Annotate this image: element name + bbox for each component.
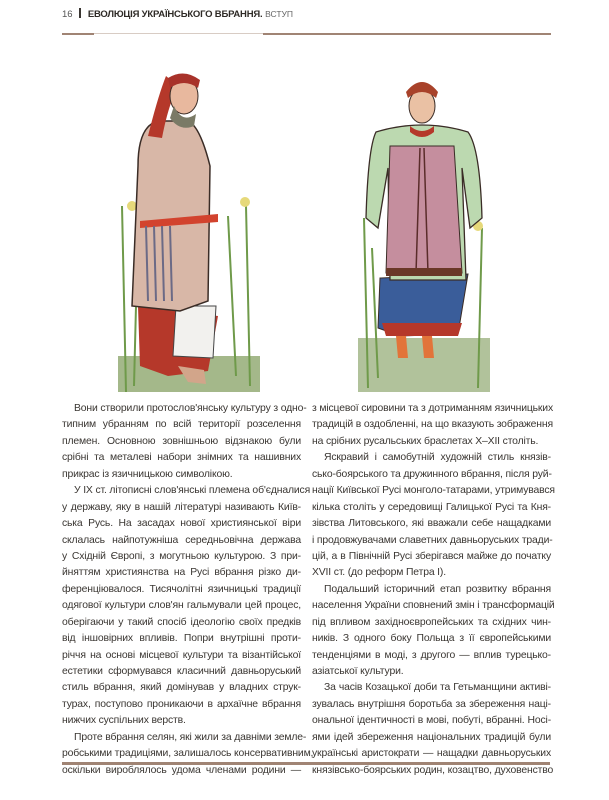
paragraph: [62, 483, 311, 730]
text-line: срібні та металеві набори знімних та нашивних: [62, 452, 301, 464]
text-line: Проте вбрання селян, які жили за давніми земле-: [74, 731, 307, 743]
text-line: За часів Козацької доби та Гетьманщини активі-: [324, 682, 551, 694]
header-separator: [79, 8, 81, 18]
text-line: тенденціями в моді, з другого — вплив турецько-: [312, 649, 551, 661]
chapter-title: ЕВОЛЮЦІЯ УКРАЇНСЬКОГО ВБРАННЯ.: [87, 9, 263, 20]
section-title: ВСТУП: [265, 9, 294, 19]
text-line: нижчих суспільних верств.: [62, 715, 186, 727]
text-line: українські аристократи — нащадки давньоруських: [312, 748, 551, 760]
text-line: від іншовірних впливів. Попри внутрішні проти-: [62, 633, 301, 645]
running-header: [62, 8, 293, 20]
text-line: племен. Основною зовнішньою відзнакою були: [62, 435, 301, 447]
text-line: ями ідей збереження національних традицій були: [312, 731, 551, 743]
text-line: ська Русь. На засадах нової християнської віри: [62, 518, 301, 530]
text-line: зівства Литовського, які вважали себе нащадками: [312, 518, 551, 530]
text-line: одягової культури слов'ян гальмували цей процес,: [62, 600, 301, 612]
paragraph: [312, 401, 554, 450]
text-line: стиль вбрання, який домінував у владних струк-: [62, 682, 301, 694]
text-line: ників. З одного боку Польща з її європейськими: [312, 633, 551, 645]
text-line: ональної ідентичності в мові, побуті, вбранні. Носі-: [312, 715, 551, 727]
text-line: у Східній Європі, з могутньою культурою. З при-: [62, 550, 301, 562]
text-line: ференціювалося. Тисячолітні язичницькі традиції: [62, 583, 301, 595]
header-rule-left: [62, 33, 94, 35]
paragraph: [312, 450, 555, 582]
text-line: на срібних русальських браслетах X–XII століть.: [312, 435, 539, 447]
paragraph: [62, 730, 314, 779]
text-column-left: [62, 401, 314, 779]
text-line: і продовжувачами славетних давньоруських тради-: [312, 534, 553, 546]
illustration-embroidered-woman-right: [358, 68, 490, 392]
text-line: традицій в оздобленні, на що вказують зображення: [312, 419, 553, 431]
text-line: робськими традиціями, залишалось консервативним,: [62, 748, 314, 760]
text-line: князівсько-боярських родин, козацтво, духовенство: [312, 764, 554, 776]
text-line: склалась найпотужніша середньовічна держава: [62, 534, 301, 546]
text-line: XVII ст. (до реформ Петра I).: [312, 567, 446, 579]
text-line: оберігаючи у такий спосіб ідеологію своїх предків: [62, 616, 301, 628]
text-line: зувалась внутрішня боротьба за збереження наці-: [312, 698, 551, 710]
text-line: населення України сповнений змін і трансформацій: [312, 600, 555, 612]
text-line: оскільки вироблялось удома членами родини —: [62, 764, 301, 776]
paragraph: [62, 401, 307, 483]
text-line: азіатської культури.: [312, 666, 404, 677]
text-line: Яскравий і самобутній художній стиль князів-: [324, 452, 551, 464]
text-line: естетики сформувався класичний давньоруський: [62, 666, 301, 677]
illustration-peasant-woman-left: [118, 66, 260, 392]
text-column-right: [312, 401, 555, 779]
text-line: кілька століть у середовищі Галицької Русі та Кня-: [312, 501, 551, 513]
page-number: 16: [62, 9, 73, 20]
text-line: турах, поступово проникаючи в архаїчне вбрання: [62, 698, 301, 710]
text-line: у державу, яку в нашій літературі називають Київ-: [62, 501, 301, 513]
text-line: з місцевої сировини та з дотриманням язичницьких: [312, 403, 554, 414]
text-line: У IX ст. літописні слов'янські племена об'єдналися: [74, 485, 311, 497]
text-line: Вони створили протослов'янську культуру з одно-: [74, 403, 307, 414]
text-line: нації Київської Русі монголо-татарами, утримувався: [312, 485, 555, 497]
text-line: під впливом західноєвропейських та східних чин-: [312, 616, 551, 628]
text-line: прикрас із язичницькою символікою.: [62, 468, 233, 480]
text-line: цій, а в Північній Русі зберігався майже до початку: [312, 550, 551, 562]
text-line: йняттям християнства на Русі вбрання різко ди-: [62, 567, 301, 579]
text-line: сько-боярського та дружинного вбрання, після руй-: [312, 468, 552, 480]
text-line: типним убранням по всій території розселення: [62, 419, 301, 431]
header-rule-right: [263, 33, 551, 35]
text-line: Подальший історичний етап розвитку вбрання: [324, 583, 551, 595]
text-line: річчя на основі місцевої культури та візантійської: [62, 649, 301, 661]
header-rule-thin: [94, 33, 263, 34]
paragraph: [312, 582, 555, 681]
footer-rule: [62, 762, 550, 765]
